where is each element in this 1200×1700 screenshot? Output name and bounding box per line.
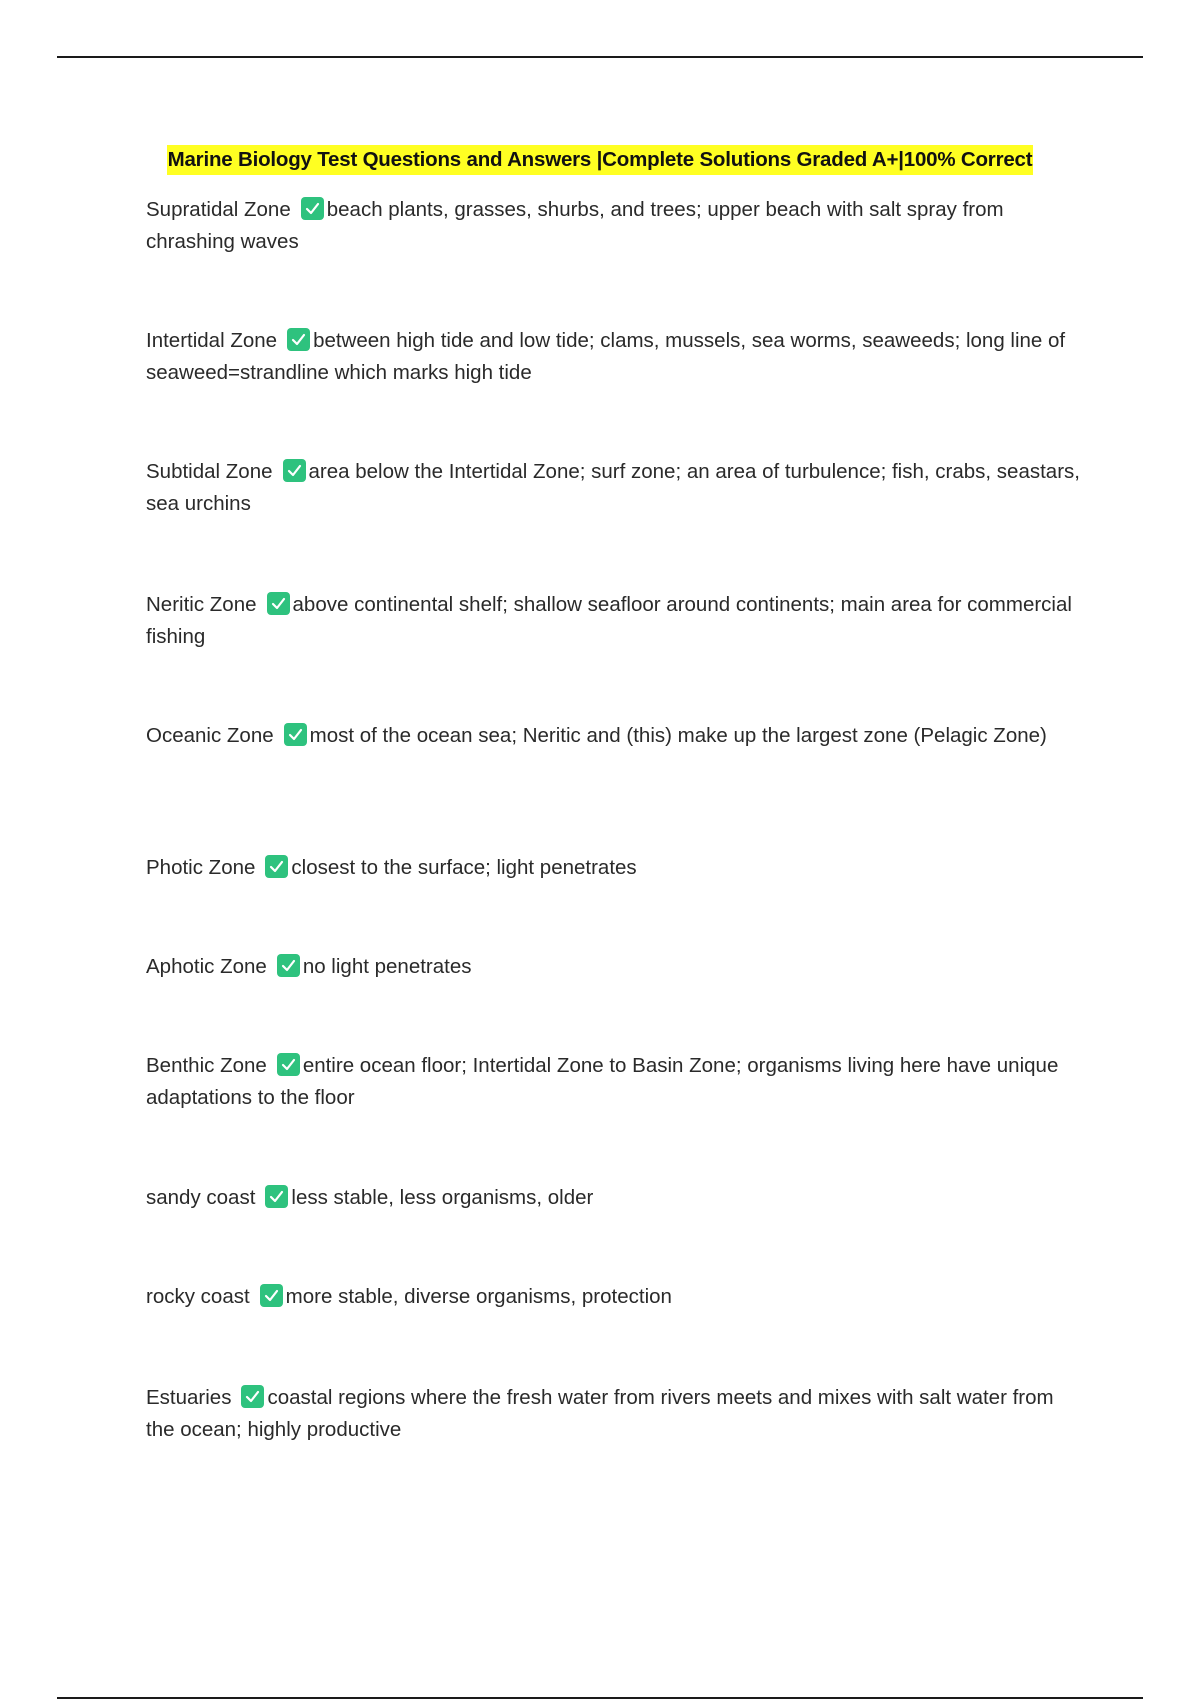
entry-term: rocky coast xyxy=(146,1285,250,1308)
entry-estuaries xyxy=(146,1382,1086,1446)
page-title: Marine Biology Test Questions and Answers |Complete Solutions Graded A+|100% Correct xyxy=(167,145,1034,175)
bottom-rule xyxy=(57,1697,1143,1699)
checkmark-icon xyxy=(287,328,310,351)
checkmark-icon xyxy=(265,1185,288,1208)
entry-definition: less stable, less organisms, older xyxy=(291,1186,594,1209)
checkmark-icon xyxy=(283,459,306,482)
entry-term: Oceanic Zone xyxy=(146,724,274,747)
entry-rocky-coast xyxy=(146,1281,1086,1313)
entry-supratidal xyxy=(146,194,1086,258)
entry-term: Subtidal Zone xyxy=(146,460,273,483)
entry-term: Estuaries xyxy=(146,1386,232,1409)
entry-neritic xyxy=(146,589,1086,653)
checkmark-icon xyxy=(284,723,307,746)
entry-definition: above continental shelf; shallow seafloor around continents; main area for commercial fishing xyxy=(146,593,1072,648)
entry-term: Photic Zone xyxy=(146,856,256,879)
entry-term: sandy coast xyxy=(146,1186,256,1209)
entry-subtidal xyxy=(146,456,1086,520)
entry-definition: more stable, diverse organisms, protection xyxy=(285,1285,672,1308)
entry-definition: closest to the surface; light penetrates xyxy=(291,856,637,879)
checkmark-icon xyxy=(267,592,290,615)
title-container xyxy=(0,145,1200,175)
top-rule xyxy=(57,56,1143,58)
checkmark-icon xyxy=(277,954,300,977)
entry-photic xyxy=(146,852,1086,884)
entry-term: Benthic Zone xyxy=(146,1054,267,1077)
entry-sandy-coast xyxy=(146,1182,1086,1214)
entry-term: Intertidal Zone xyxy=(146,329,278,352)
checkmark-icon xyxy=(241,1385,264,1408)
entry-benthic xyxy=(146,1050,1086,1114)
entry-definition: area below the Intertidal Zone; surf zone; an area of turbulence; fish, crabs, seastars, sea urchins xyxy=(146,460,1080,515)
entry-oceanic xyxy=(146,720,1086,752)
checkmark-icon xyxy=(265,855,288,878)
entry-definition: between high tide and low tide; clams, mussels, sea worms, seaweeds; long line of seaweed=strandline which marks high tide xyxy=(146,329,1066,384)
checkmark-icon xyxy=(301,197,324,220)
checkmark-icon xyxy=(260,1284,283,1307)
entry-definition: beach plants, grasses, shurbs, and trees; upper beach with salt spray from chrashing waves xyxy=(146,198,1004,253)
entry-definition: coastal regions where the fresh water from rivers meets and mixes with salt water from the ocean; highly productive xyxy=(146,1386,1054,1441)
entry-definition: most of the ocean sea; Neritic and (this) make up the largest zone (Pelagic Zone) xyxy=(309,724,1047,747)
entry-intertidal xyxy=(146,325,1086,389)
checkmark-icon xyxy=(277,1053,300,1076)
entry-aphotic xyxy=(146,951,1086,983)
entry-definition: entire ocean floor; Intertidal Zone to Basin Zone; organisms living here have unique adaptations to the floor xyxy=(146,1054,1059,1109)
entry-term: Supratidal Zone xyxy=(146,198,291,221)
entry-term: Aphotic Zone xyxy=(146,955,267,978)
entry-definition: no light penetrates xyxy=(302,955,472,978)
entry-term: Neritic Zone xyxy=(146,593,257,616)
